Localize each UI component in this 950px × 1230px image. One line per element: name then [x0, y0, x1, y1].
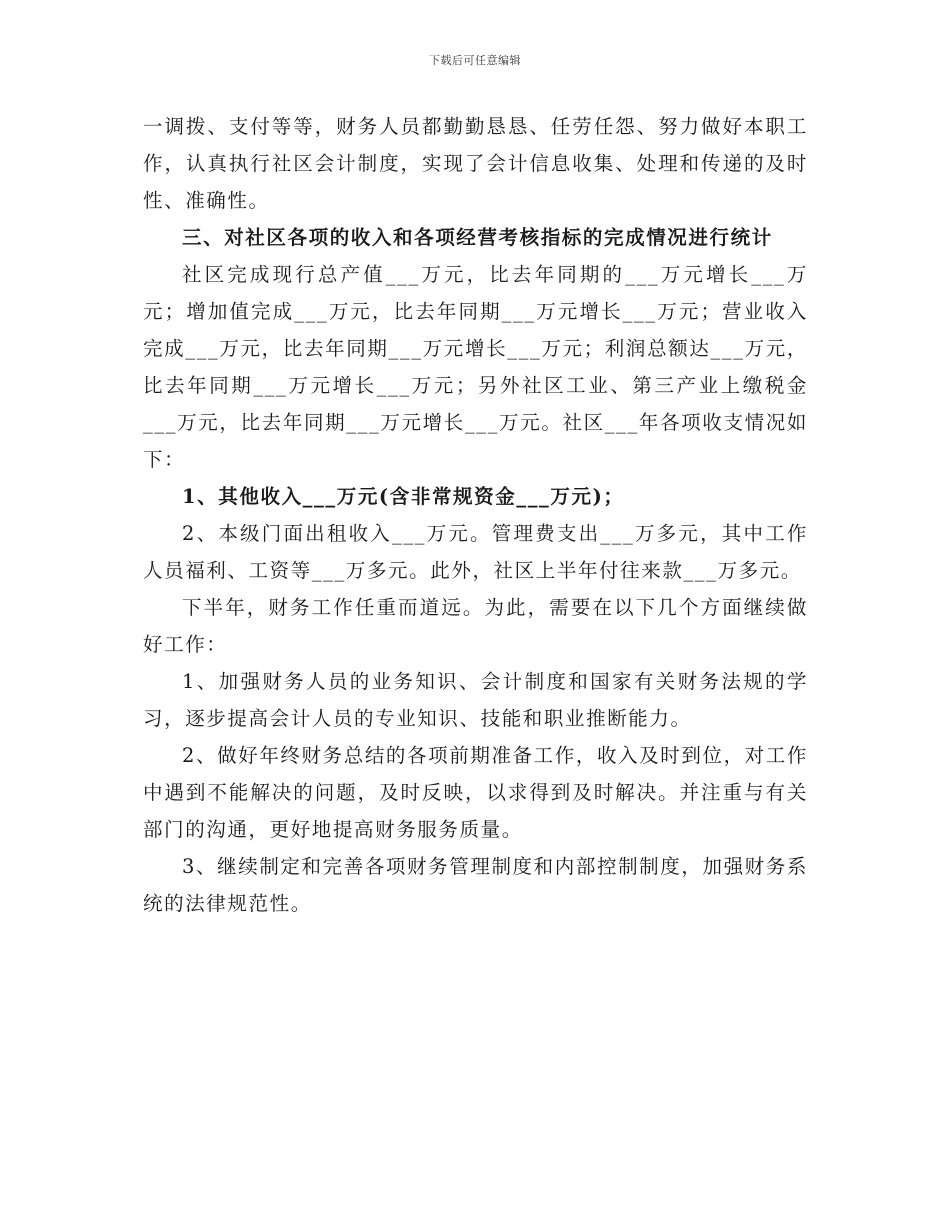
- paragraph-1: 一调拨、支付等等，财务人员都勤勤恳恳、任劳任怨、努力做好本职工作，认真执行社区会计制度，实现了会计信息收集、处理和传递的及时性、准确性。: [143, 115, 808, 212]
- document-body: [143, 108, 808, 922]
- item-rental-income: 2、本级门面出租收入___万元。管理费支出___万多元，其中工作人员福利、工资等___万多元。此外，社区上半年付往来款___万多元。: [143, 522, 808, 582]
- plan-item-2: 2、做好年终财务总结的各项前期准备工作，收入及时到位，对工作中遇到不能解决的问题，及时反映，以求得到及时解决。并注重与有关部门的沟通，更好地提高财务服务质量。: [143, 744, 808, 841]
- paragraph-statistics: 社区完成现行总产值___万元，比去年同期的___万元增长___万元；增加值完成___万元，比去年同期___万元增长___万元；营业收入完成___万元，比去年同期___万元增长___万元；利润总额达___万元，比去年同期___万元增长___万元；另外社区工业、第三产业上缴税金___万元，比去年同期___万元增长___万元。社区___年各项收支情况如下：: [143, 263, 808, 471]
- page-header: 下载后可任意编辑: [429, 54, 521, 67]
- plan-item-3: 3、继续制定和完善各项财务管理制度和内部控制制度，加强财务系统的法律规范性。: [143, 855, 808, 915]
- item-other-income: 1、其他收入___万元(含非常规资金___万元)；: [182, 485, 625, 508]
- section-heading-3: 三、对社区各项的收入和各项经营考核指标的完成情况进行统计: [182, 226, 773, 249]
- paragraph-second-half: 下半年，财务工作任重而道远。为此，需要在以下几个方面继续做好工作：: [143, 596, 808, 656]
- plan-item-1: 1、加强财务人员的业务知识、会计制度和国家有关财务法规的学习，逐步提高会计人员的专业知识、技能和职业推断能力。: [143, 670, 808, 730]
